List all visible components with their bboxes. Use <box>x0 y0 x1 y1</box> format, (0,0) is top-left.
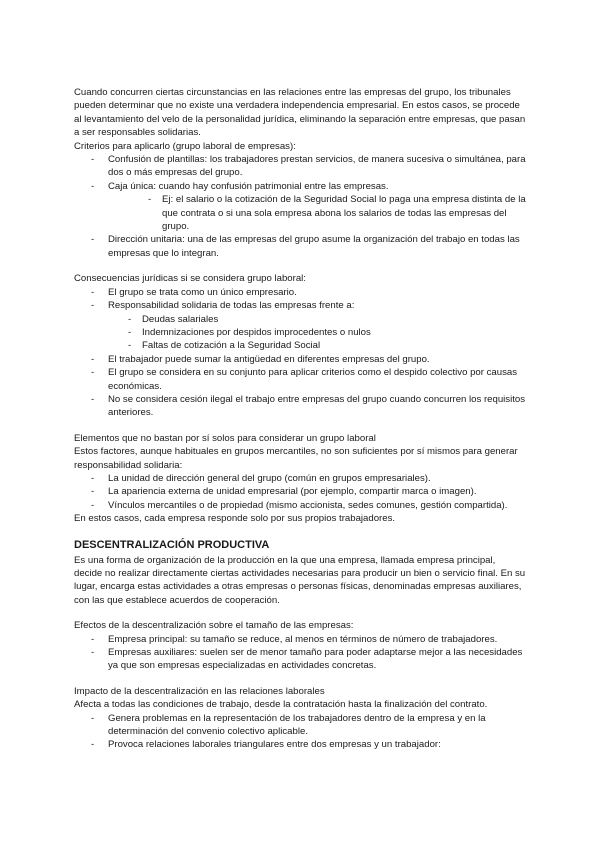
elements-list <box>74 472 526 512</box>
sub-list-item: - Deudas salariales <box>108 313 526 326</box>
consequences-list <box>74 286 526 420</box>
sub-list-item: - Indemnizaciones por despidos improcedentes o nulos <box>108 326 526 339</box>
sub-list-item: - Faltas de cotización a la Seguridad Social <box>108 339 526 352</box>
list-item: - Provoca relaciones laborales triangulares entre dos empresas y un trabajador: <box>74 738 526 751</box>
effects-title: Efectos de la descentralización sobre el tamaño de las empresas: <box>74 620 354 632</box>
elements-paragraph: Estos factores, aunque habituales en grupos mercantiles, no son suficientes por sí mismos para generar responsabilidad solidaria: <box>74 446 518 471</box>
decentralization-paragraph: Es una forma de organización de la producción en la que una empresa, llamada empresa principal, decide no realizar directamente ciertas actividades necesarias para producir un bien o servicio final. En su lugar, encarga estas actividades a otras empresas o personas físicas, denominadas empresas auxiliares, con las que establece acuerdos de cooperación. <box>74 554 526 606</box>
list-item: - Vínculos mercantiles o de propiedad (mismo accionista, sedes comunes, gestión compartida). <box>74 499 526 512</box>
elements-title: Elementos que no bastan por sí solos para considerar un grupo laboral <box>74 432 376 444</box>
list-item: - Empresa principal: su tamaño se reduce, al menos en términos de número de trabajadores. <box>74 633 526 646</box>
impact-list <box>74 712 526 752</box>
list-item: - Confusión de plantillas: los trabajadores prestan servicios, de manera sucesiva o simultánea, para dos o más empresas del grupo. <box>74 153 526 180</box>
effects-list <box>74 633 526 673</box>
sub-list <box>108 313 526 353</box>
list-item: - El trabajador puede sumar la antigüedad en diferentes empresas del grupo. <box>74 353 526 366</box>
list-item: - Dirección unitaria: una de las empresas del grupo asume la organización del trabajo en todas las empresas que lo integran. <box>74 233 526 260</box>
list-item: - Caja única: cuando hay confusión patrimonial entre las empresas. - Ej: el salario o la cotización de la Seguridad Social lo paga una empresa distinta de la que contrata o si una sola empresa abona los salarios de todas las empresas del grupo. <box>74 180 526 234</box>
impact-title: Impacto de la descentralización en las relaciones laborales <box>74 685 325 697</box>
list-item: - La unidad de dirección general del grupo (común en grupos empresariales). <box>74 472 526 485</box>
elements-closing: En estos casos, cada empresa responde solo por sus propios trabajadores. <box>74 513 396 525</box>
intro-paragraph: Cuando concurren ciertas circunstancias en las relaciones entre las empresas del grupo, los tribunales pueden determinar que no existe una verdadera independencia empresarial. En estos casos, se procede al levantamiento del velo de la personalidad jurídica, eliminando la separación entre empresas, que pasan a ser responsables solidarias. <box>74 87 526 139</box>
list-item: - Empresas auxiliares: suelen ser de menor tamaño para poder adaptarse mejor a las necesidades ya que son empresas especializadas en actividades concretas. <box>74 646 526 673</box>
list-item: - Genera problemas en la representación de los trabajadores dentro de la empresa y en la determinación del convenio colectivo aplicable. <box>74 712 526 739</box>
criteria-title: Criterios para aplicarlo (grupo laboral de empresas): <box>74 140 296 152</box>
list-item: - El grupo se trata como un único empresario. <box>74 286 526 299</box>
consequences-title: Consecuencias jurídicas si se considera grupo laboral: <box>74 273 306 285</box>
section-heading: DESCENTRALIZACIÓN PRODUCTIVA <box>74 538 270 551</box>
list-item: - La apariencia externa de unidad empresarial (por ejemplo, compartir marca o imagen). <box>74 485 526 498</box>
sub-list-item: - Ej: el salario o la cotización de la Seguridad Social lo paga una empresa distinta de la que contrata o si una sola empresa abona los salarios de todas las empresas del grupo. <box>128 193 526 233</box>
list-item: - Responsabilidad solidaria de todas las empresas frente a: - Deudas salariales - Indemnizaciones por despidos improcedentes o nulos - Faltas de cotización a la Seguridad Social <box>74 299 526 353</box>
criteria-list <box>74 153 526 260</box>
list-item: - El grupo se considera en su conjunto para aplicar criterios como el despido colectivo por causas económicas. <box>74 366 526 393</box>
document-content <box>74 86 526 752</box>
list-item: - No se considera cesión ilegal el trabajo entre empresas del grupo cuando concurren los requisitos anteriores. <box>74 393 526 420</box>
sub-list <box>128 193 526 233</box>
impact-paragraph: Afecta a todas las condiciones de trabajo, desde la contratación hasta la finalización del contrato. <box>74 699 488 711</box>
